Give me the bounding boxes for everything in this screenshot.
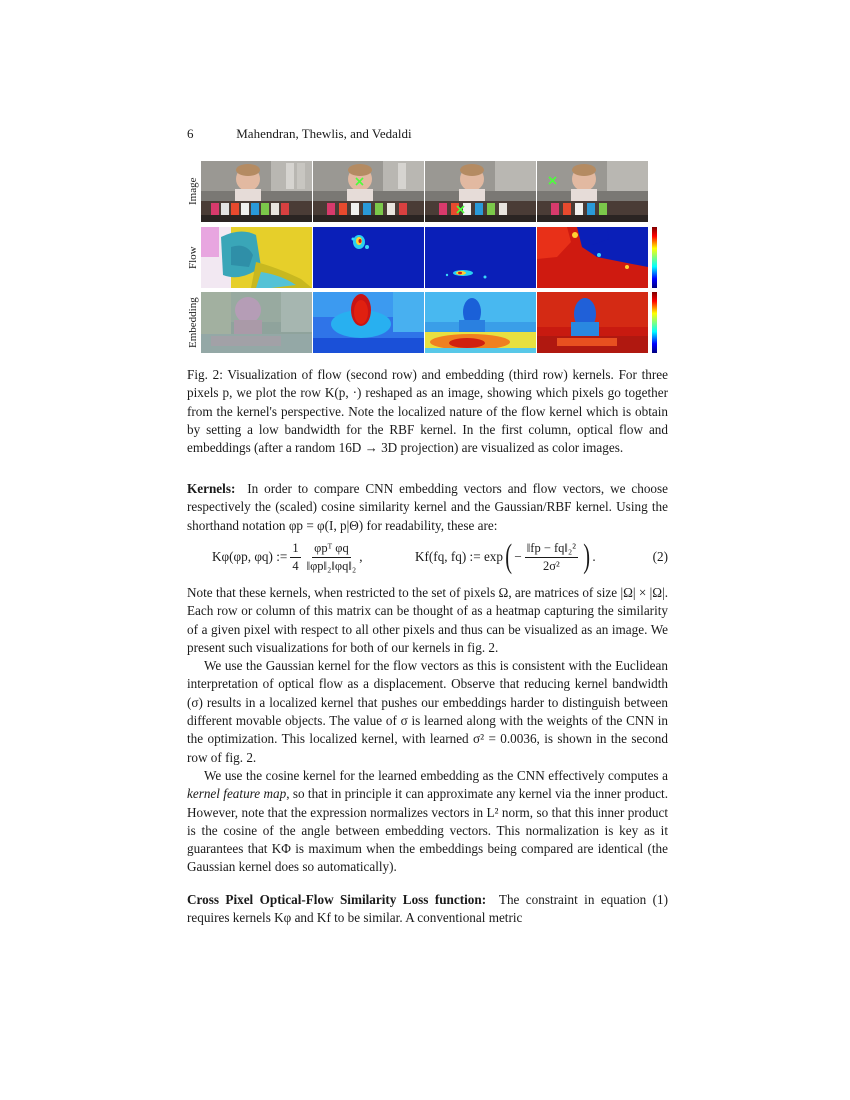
section-heading-loss: Cross Pixel Optical-Flow Similarity Loss function: [187,892,487,907]
gaussian-kernel-formula [415,534,596,580]
image-cell-2 [313,161,424,222]
kernels-p4-part-a: We use the cosine kernel for the learned embedding as the CNN effectively computes a [204,767,668,783]
embedding-kernel-heatmap-1 [313,292,424,353]
baby-photo-1 [201,161,312,222]
section-heading-kernels: Kernels: [187,481,236,496]
flow-cell-2 [313,227,424,288]
cosine-kernel-formula [212,534,363,580]
embedding-color-map [201,292,312,353]
kernels-section [187,480,668,535]
figure-caption: Fig. 2: Visualization of flow (second row) and embedding (third row) kernels. For three pixels p, we plot the row K(p, ·) reshaped as an image, showing which pixels go together from the kernel's perspective. Note the localized nature of the flow kernel which is obtain by setting a low bandwidth for the RBF kernel. In the first column, optical flow and embeddings (after a random 16D → 3D projection) are visualized as color images. [187,367,668,456]
flow-kernel-heatmap-3 [537,227,648,288]
row-label-image: Image [187,177,199,206]
loss-paragraph-1: The constraint in equation (1) requires kernels Kφ and Kf to be similar. A conventional metric [187,892,668,926]
loss-section [187,891,668,928]
right-paren: ) [583,538,591,575]
embedding-cell-1 [201,292,312,353]
page-number: 6 [187,126,194,141]
eq-comma: , [359,549,363,564]
running-head [187,126,412,142]
embedding-cell-4 [537,292,648,353]
baby-photo-2 [313,161,424,222]
flow-color-map [201,227,312,288]
baby-photo-4 [537,161,648,222]
eq-frac-quarter [290,541,300,574]
image-cell-1 [201,161,312,222]
flow-kernel-heatmap-1 [313,227,424,288]
flow-cell-4 [537,227,648,288]
kernels-paragraph-4 [187,767,668,877]
embedding-kernel-heatmap-3 [537,292,648,353]
embedding-colorbar [652,292,657,353]
flow-kernel-heatmap-2 [425,227,536,288]
eq-frac1-den: 4 [292,558,299,573]
row-label-embedding: Embedding [187,297,199,348]
kernels-paragraph-2: Note that these kernels, when restricted to the set of pixels Ω, are matrices of size |Ω| × |Ω|. Each row or column of this matrix can be thought of as a heatmap capturing the similarity of a given pixel with respect to all other pixels and thus can be visualized as an image. We present such visualizations for both of our kernels in fig. 2. [187,585,668,655]
flow-cell-3 [425,227,536,288]
figure-2 [186,161,662,354]
eq-frac-gaussian [525,541,578,574]
embedding-cell-2 [313,292,424,353]
baby-photo-3 [425,161,536,222]
left-paren: ( [505,538,513,575]
eq-frac-cosine [307,541,357,574]
kernels-paragraph-1: In order to compare CNN embedding vectors and flow vectors, we choose respectively the (scaled) cosine similarity kernel and the Gaussian/RBF kernel. Using the shorthand notation φp = φ(I, p|Θ) for readability, these are: [187,481,668,533]
flow-cell-1 [201,227,312,288]
equation-number: (2) [652,549,668,564]
image-cell-4 [537,161,648,222]
running-head-authors: Mahendran, Thewlis, and Vedaldi [236,126,412,141]
image-cell-3 [425,161,536,222]
eq-frac1-num: 1 [290,541,300,558]
eq-frac3-den: 2σ² [543,558,560,573]
kernels-body [187,584,668,877]
eq-lhs-1: Kφ(φp, φq) := [212,549,288,564]
eq-lhs-2: Kf(fq, fq) := exp [415,549,503,564]
kernels-p4-part-b: , so that in principle it can approximate any kernel via the inner product. However, note that the expression normalizes vectors in L² norm, so that this inner product is the cosine of the angle between embedding vectors. This normalization is key as it guarantees that KΦ is maximum when the embeddings being compared are identical (the Gaussian kernel does so automatically). [187,786,669,875]
kernel-feature-map-emphasis: kernel feature map [187,786,287,802]
eq-period: . [592,549,596,564]
row-label-flow: Flow [187,246,199,269]
kernels-paragraph-3: We use the Gaussian kernel for the flow vectors as this is consistent with the Euclidean interpretation of optical flow as a displacement. Observe that reducing kernel bandwidth (σ) results in a localized kernel that pushes our embeddings harder to distinguish between different movable objects. The value of σ is learned along with the weights of the CNN in the optimization. This localized kernel, with learned σ² = 0.0036, is shown in the second row of fig. 2. [187,658,668,765]
embedding-kernel-heatmap-2 [425,292,536,353]
flow-colorbar [652,227,657,288]
eq-minus: − [514,549,522,564]
embedding-cell-3 [425,292,536,353]
equation-2 [187,534,668,580]
eq-frac3-num: ‖fp − fq‖₂² [525,541,578,558]
eq-frac2-den: ‖φp‖₂‖φq‖₂ [306,558,357,573]
eq-frac2-num: φpᵀ φq [312,541,351,558]
